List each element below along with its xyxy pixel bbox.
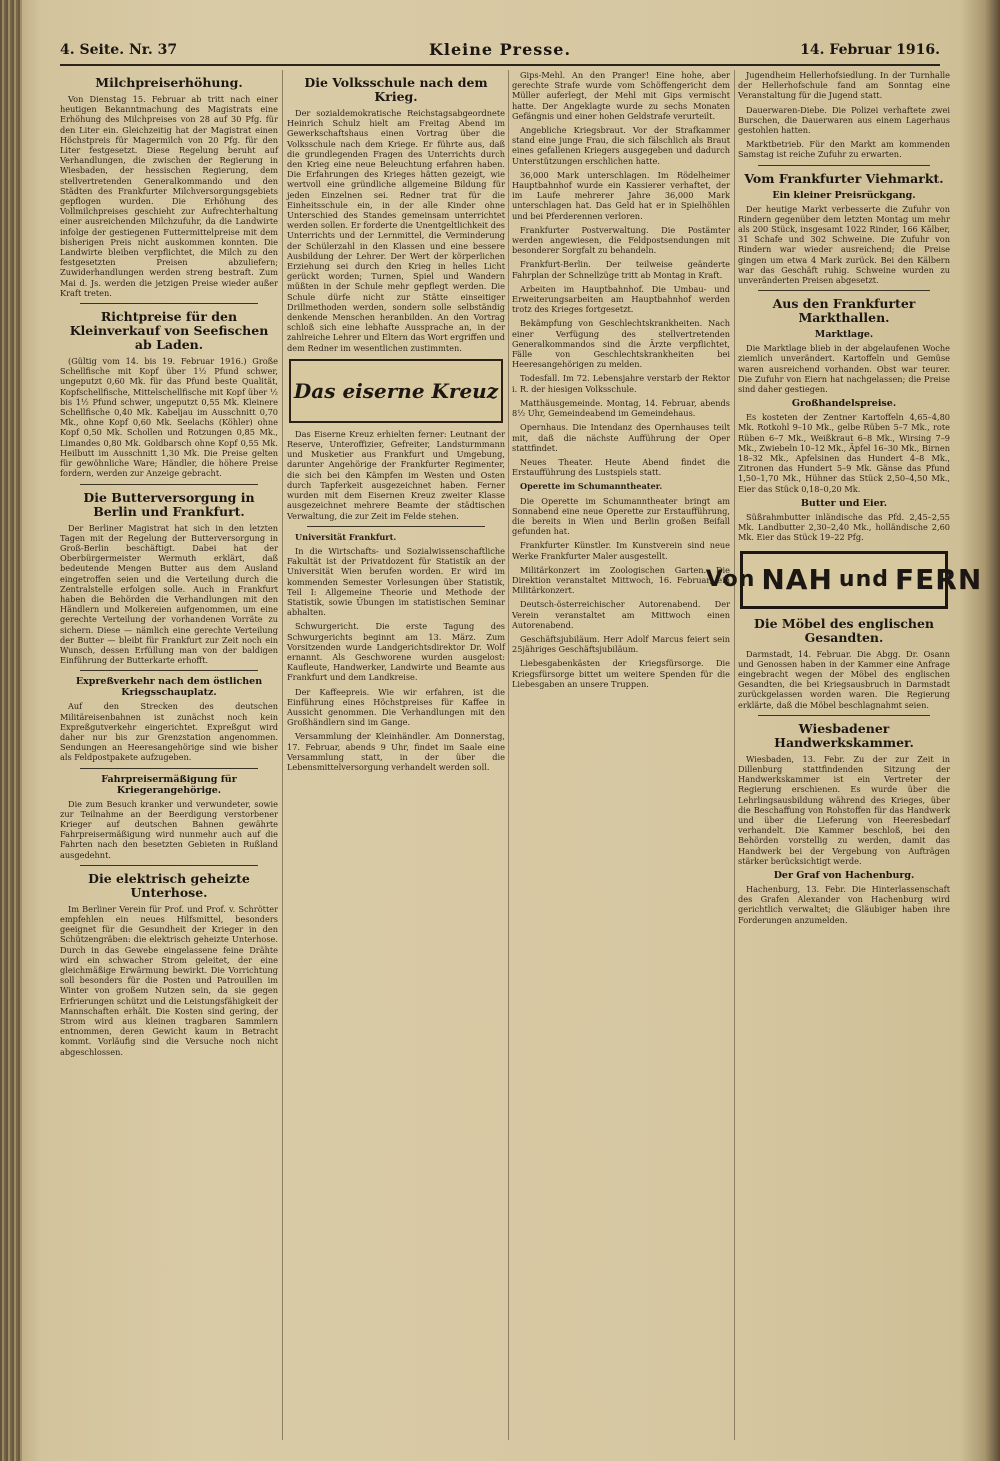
subheading-grosshandel: Großhandelspreise. [791,398,897,410]
banner-eisernes-kreuz: Das eiserne Kreuz [289,359,503,423]
text-militaerkonzert: Militärkonzert im Zoologischen Garten. Die Direktion veranstaltet Mittwoch, 16. Februar, ein Militärkonzert. [512,564,730,596]
heading-butter: Die Butterversorgung in Berlin und Frankfurt. [83,489,255,519]
subheading-marktlage: Marktlage. [814,329,874,341]
banner-text-nah: NAH [761,563,833,596]
banner-text-und: und [838,567,889,592]
text-fahrpreis: Die zum Besuch kranker und verwundeter, sowie zur Teilnahme an der Beerdigung verstorbener Krieger auf deutschen Bahnen gewährte Fahrpreisermäßigung wird nunmehr auch auf die Fahrten nach den besetzten Gebieten in Rußland ausgedehnt. [60,798,278,860]
text-gips-mehl: Gips-Mehl. An den Pranger! Eine hohe, aber gerechte Strafe wurde vom Schöffengericht dem Müller auferlegt, der Mehl mit Gips vermischt hatte. Der Angeklagte wurde zu sechs Monaten Gefängnis und einer hohen Geldstrafe verurteilt. [512,70,730,121]
text-matthaeus: Matthäusgemeinde. Montag, 14. Februar, abends 8½ Uhr, Gemeindeabend im Gemeindehaus. [512,397,730,419]
book-binding [0,0,22,1461]
text-todesfall: Todesfall. Im 72. Lebensjahre verstarb der Rektor i. R. der hiesigen Volksschule. [512,373,730,394]
text-jubilaeum: Geschäftsjubiläum. Herr Adolf Marcus feiert sein 25jähriges Geschäftsjubiläum. [512,633,730,655]
heading-markthallen: Aus den Frankfurter Markthallen. [772,296,916,326]
subheading-viehmarkt: Ein kleiner Preisrückgang. [772,189,916,201]
text-marktbetrieb: Marktbetrieb. Für den Markt am kommenden Samstag ist reiche Zufuhr zu erwarten. [738,139,950,160]
text-handwerkskammer: Wiesbaden, 13. Febr. Zu der zur Zeit in Dillenburg stattfindenden Sitzung der Handwerkskammer ist ein Vertreter der Regierung erschienen. Es wurde über die Lehrlingsausbildung während des Krieges, über die Beschaffung von Rohstoffen für das Handwerk und über die Lieferung von Heeresbedarf verhandelt. Die Kammer beschloß, bei den Behörden vorstellig zu werden, damit das Handwerk bei der Vergebung von Aufträgen stärker berücksichtigt werde. [738,753,950,866]
text-eisernes-kreuz: Das Eiserne Kreuz erhielten ferner: Leutnant der Reserve, Unteroffizier, Gefreiter, Landsturmmann und Musketier aus Frankfurt und Umgebung, darunter Angehörige der Frankfurter Regimenter, die sich bei den Kämpfen im Westen und Osten durch Tapferkeit ausgezeichnet haben. Ferner wurden mit dem Eisernen Kreuz zweiter Klasse ausgezeichnet mehrere Beamte der städtischen Verwaltung, die zur Zeit im Felde stehen. [287,428,505,521]
banner-text-fern: FERN [895,563,983,596]
text-versammlung: Versammlung der Kleinhändler. Am Donnerstag, 17. Februar, abends 9 Uhr, findet im Saale eine Versammlung statt, in der über die Lebensmittelversorgung verhandelt werden soll. [287,731,505,772]
text-moebel: Darmstadt, 14. Februar. Die Abgg. Dr. Osann und Genossen haben in der Kammer eine Anfrage eingebracht wegen der Möbel des englischen Gesandten, die bei Kriegsausbruch in Darmstadt zurückgelassen worden waren. Die Regierung erklärte, daß die Möbel beschlagnahmt seien. [738,648,950,710]
text-schumanntheater: Die Operette im Schumanntheater bringt am Sonnabend eine neue Operette zur Erstaufführung, die bereits in Wien und Berlin großen Beifall gefunden hat. [512,495,730,537]
page-number: 4. Seite. Nr. 37 [60,42,178,58]
text-schumanntheater-heading: Operette im Schumanntheater. [520,481,663,492]
text-milchpreis: Von Dienstag 15. Februar ab tritt nach einer heutigen Bekanntmachung des Magistrats eine Erhöhung des Milchpreises von 28 auf 30 Pfg. für den Liter ein. Gleichzeitig hat der Magistrat einen Höchstpreis für Magermilch von 20 Pfg. für den Liter festgesetzt. Diese Regelung beruht auf Verhandlungen, die zwischen der Regierung in Wiesbaden, der hessischen Regierung, dem stellvertretenden Generalkommando und den Städten des Frankfurter Milchversorgungsgebiets gepflogen wurden. Die Erhöhung des Vollmilchpreises geschieht zur Aufrechterhaltung einer ausreichenden Milchzufuhr, da die Landwirte infolge der gestiegenen Futtermittelpreise mit dem bisherigen Preis nicht auskommen konnten. Die Landwirte bleiben verpflichtet, die Milch zu den festgesetzten Preisen abzuliefern; Zuwiderhandlungen werden streng bestraft. Zum Mai d. Js. werden die jetzigen Preise wieder außer Kraft treten. [60,94,278,298]
text-postverwaltung: Frankfurter Postverwaltung. Die Postämter werden angewiesen, die Feldpostsendungen mit besonderer Sorgfalt zu behandeln. [512,224,730,256]
text-viehmarkt: Der heutige Markt verbesserte die Zufuhr von Rindern gegenüber dem letzten Montag um mehr als 200 Stück, insgesamt 1022 Rinder, 166 Kälber, 31 Schafe und 302 Schweine. Die Zufuhr von Rindern war wieder ausreichend; die Preise gingen um etwa 4 Mark zurück. Bei den Kälbern war das Geschäft ruhig. Schweine wurden zu unveränderten Preisen abgesetzt. [738,203,950,286]
text-opernhaus: Opernhaus. Die Intendanz des Opernhauses teilt mit, daß die nächste Aufführung der Oper stattfindet. [512,422,730,453]
heading-fahrpreis: Fahrpreisermäßigung für Kriegerangehörige. [101,773,237,796]
column-3 [512,70,730,1440]
text-universitaet: In die Wirtschafts- und Sozialwissenschaftliche Fakultät ist der Privatdozent für Statistik an der Universität Wien berufen worden. Er wird im kommenden Semester Vorlesungen über Statistik, Teil I: Allgemeine Theorie und Methode der Statistik, sowie Übungen im statistischen Seminar abhalten. [287,545,505,618]
text-hauptbahnhof: Arbeiten im Hauptbahnhof. Die Umbau- und Erweiterungsarbeiten am Hauptbahnhof werden trotz des Krieges fortgesetzt. [512,283,730,315]
text-schwurgericht: Schwurgericht. Die erste Tagung des Schwurgerichts beginnt am 13. März. Zum Vorsitzenden wurde Landgerichtsdirektor Dr. Wolf ernannt. Als Geschworene wurden ausgelost: Kaufleute, Handwerker, Landwirte und Beamte aus Frankfurt und dem Landkreise. [287,621,505,683]
issue-date: 14. Februar 1916. [800,42,940,58]
text-volksschule: Der sozialdemokratische Reichstagsabgeordnete Heinrich Schulz hielt am Freitag Abend im Gewerkschaftshaus einen Vortrag über die Volksschule nach dem Kriege. Er führte aus, daß die grundlegenden Fragen des Unterrichts durch den Krieg eine neue Beleuchtung erfahren haben. Die Erfahrungen des Krieges hätten gezeigt, wie wertvoll eine gründliche allgemeine Bildung für jeden Einzelnen sei. Redner trat für die Einheitsschule ein, in der alle Kinder ohne Unterschied des Standes gemeinsam unterrichtet werden sollen. Er forderte die Unentgeltlichkeit des Unterrichts und der Lernmittel, die Verminderung der Schülerzahl in den Klassen und eine bessere Ausbildung der Lehrer. Der Wert der körperlichen Erziehung sei durch den Krieg in helles Licht gerückt worden; Turnen, Spiel und Wandern müßten in der Schule mehr gepflegt werden. Die Schule dürfe nicht zur Stätte einseitiger Drillmethoden werden, sondern solle selbständig denkende Menschen heranbilden. An den Vortrag schloß sich eine lebhafte Aussprache an, in der zahlreiche Lehrer und Eltern das Wort ergriffen und dem Redner im wesentlichen zustimmten. [287,108,505,353]
column-divider [282,70,283,1440]
text-jugendheim: Jugendheim Hellerhofsiedlung. In der Turnhalle der Hellerhofschule fand am Sonntag eine Veranstaltung für die Jugend statt. [738,70,950,101]
column-1 [60,70,278,1440]
text-butter-eier: Süßrahmbutter inländische das Pfd. 2,45–2,55 Mk. Landbutter 2,30–2,40 Mk., holländische 2,60 Mk. Eier das Stück 19–22 Pfg. [738,511,950,543]
heading-fischpreise: Richtpreise für den Kleinverkauf von Seefischen ab Laden. [69,309,269,353]
text-dauerwaren: Dauerwaren-Diebe. Die Polizei verhaftete zwei Burschen, die Dauerwaren aus einem Lagerhaus gestohlen hatten. [738,104,950,136]
heading-viehmarkt: Vom Frankfurter Viehmarkt. [744,170,944,186]
heading-unterhose: Die elektrisch geheizte Unterhose. [88,870,250,900]
text-unterschlagung: 36,000 Mark unterschlagen. Im Rödelheimer Hauptbahnhof wurde ein Kassierer verhaftet, der im Laufe mehrerer Jahre 36,000 Mark unterschlagen hat. Das Geld hat er in Spielhöhlen und bei Pferderennen verloren. [512,169,730,221]
text-geschlechtskrankheiten: Bekämpfung von Geschlechtskrankheiten. Nach einer Verfügung des stellvertretenden Generalkommandos sind die Ärzte verpflichtet, Fälle von Geschlechtskrankheiten bei Heeresangehörigen zu melden. [512,318,730,370]
column-4 [705,70,983,1440]
text-kuenstler: Frankfurter Künstler. Im Kunstverein sind neue Werke Frankfurter Maler ausgestellt. [512,540,730,561]
heading-hachenburg: Der Graf von Hachenburg. [773,869,915,881]
heading-handwerkskammer: Wiesbadener Handwerkskammer. [774,720,914,750]
text-frankfurt-berlin: Frankfurt-Berlin. Der teilweise geänderte Fahrplan der Schnellzüge tritt ab Montag in Kraft. [512,259,730,280]
heading-expressgut: Expreßverkehr nach dem östlichen Kriegsschauplatz. [75,676,263,699]
column-divider [734,70,735,1440]
text-liebesgaben: Liebesgabenkästen der Kriegsfürsorge. Die Kriegsfürsorge bittet um weitere Spenden für die Liebesgaben an unsere Truppen. [512,658,730,689]
column-divider [508,70,509,1440]
text-unterhose: Im Berliner Verein für Prof. und Prof. v. Schrötter empfehlen ein neues Hilfsmittel, besonders geeignet für die Gesundheit der Krieger in den Schützengräben: die elektrisch geheizte Unterhose. Durch in das Gewebe eingelassene feine Drähte wird ein schwacher Strom geleitet, der eine gleichmäßige Erwärmung bewirkt. Die Vorrichtung soll besonders für die Posten und Patrouillen im Winter von großem Nutzen sein, da sie gegen Erfrierungen schützt und die Leistungsfähigkeit der Mannschaften erhält. Die Kosten sind gering, der Strom wird aus kleinen tragbaren Sammlern entnommen, deren Gewicht kaum in Betracht kommt. Vorläufig sind die Versuche noch nicht abgeschlossen. [60,903,278,1057]
paper-title: Kleine Presse. [428,40,572,59]
subheading-butter-eier: Butter und Eier. [800,497,888,509]
heading-milchpreis: Milchpreiserhöhung. [95,75,243,90]
text-fischpreise: (Gültig vom 14. bis 19. Februar 1916.) Große Schellfische mit Kopf über 1½ Pfund schwer, ungeputzt 0,60 Mk. für das Pfund beste Qualität, Kopfschellfische, Mittelschellfische mit Kopf über ½ bis 1½ Pfund schwer, ungeputzt 0,55 Mk. Kleinere Schellfische 0,40 Mk. Kabeljau im Ausschnitt 0,70 Mk., ohne Kopf 0,60 Mk. Seelachs (Köhler) ohne Kopf 0,50 Mk. Schollen und Rotzungen 0,85 Mk., Limandes 0,80 Mk. Goldbarsch ohne Kopf 0,55 Mk. Heilbutt im Ausschnitt 1,30 Mk. Die Preise gelten für gewöhnliche Ware; Händler, die höhere Preise fordern, werden zur Anzeige gebracht. [60,356,278,479]
banner-text-von: Von [705,567,756,592]
page-header [60,38,940,66]
text-universitaet-heading: Universität Frankfurt. [295,531,397,542]
text-kriegsbraut: Angebliche Kriegsbraut. Vor der Strafkammer stand eine junge Frau, die sich fälschlich als Braut eines gefallenen Kriegers ausgegeben und dadurch Unterstützungen erschlichen hatte. [512,125,730,166]
text-neues-theater: Neues Theater. Heute Abend findet die Erstaufführung des Lustspiels statt. [512,456,730,478]
text-expressgut: Auf den Strecken des deutschen Militäreisenbahnen ist zunächst noch kein Expreßgutverkehr eingerichtet. Expreßgut wird daher nur bis zur Grenzstation angenommen. Sendungen an Heeresangehörige sind wie bisher als Feldpostpakete aufzugeben. [60,701,278,763]
banner-nah-und-fern [705,551,983,609]
text-markthallen: Die Marktlage blieb in der abgelaufenen Woche ziemlich unverändert. Kartoffeln und Gemüse waren ausreichend vorhanden. Obst war teurer. Die Zufuhr von Eiern hat nachgelassen; die Preise sind daher gestiegen. [738,343,950,395]
heading-moebel: Die Möbel des englischen Gesandten. [754,615,934,645]
text-hachenburg: Hachenburg, 13. Febr. Die Hinterlassenschaft des Grafen Alexander von Hachenburg wird gerichtlich verwaltet; die Gläubiger haben ihre Forderungen anzumelden. [738,883,950,925]
text-grosshandel: Es kosteten der Zentner Kartoffeln 4,65–4,80 Mk. Rotkohl 9–10 Mk., gelbe Rüben 5–7 Mk., rote Rüben 6–7 Mk., Weißkraut 6–8 Mk., Wirsing 7–9 Mk., Zwiebeln 10–12 Mk., Äpfel 16–30 Mk., Birnen 18–32 Mk., Apfelsinen das Hundert 4–8 Mk., Zitronen das Hundert 5–9 Mk. Gänse das Pfund 1,50–1,70 Mk., Hühner das Stück 2,50–4,50 Mk., Eier das Stück 0,18–0,20 Mk. [738,412,950,494]
heading-volksschule: Die Volksschule nach dem Krieg. [304,75,488,104]
text-autorenabend: Deutsch-österreichischer Autorenabend. Der Verein veranstaltet am Mittwoch einen Autorenabend. [512,599,730,630]
column-2 [287,70,505,1440]
text-butter: Der Berliner Magistrat hat sich in den letzten Tagen mit der Regelung der Butterversorgung in Groß-Berlin beschäftigt. Dabei hat der Oberbürgermeister Wermuth erklärt, daß bedeutende Mengen Butter aus dem Ausland eingetroffen seien und die Verteilung durch die Zentralstelle erfolgen solle. Auch in Frankfurt haben die Behörden die Verhandlungen mit den Händlern und Molkereien aufgenommen, um eine gerechte Verteilung der vorhandenen Vorräte zu sichern. Diese — nämlich eine gerechte Verteilung der Butter — bleibt für Frankfurt zur Zeit noch ein Wunsch, dessen Erfüllung man von der baldigen Einführung der Butterkarte erhofft. [60,522,278,666]
text-kaffee: Der Kaffeepreis. Wie wir erfahren, ist die Einführung eines Höchstpreises für Kaffee in Aussicht genommen. Die Verhandlungen mit den Großhändlern sind im Gange. [287,686,505,728]
